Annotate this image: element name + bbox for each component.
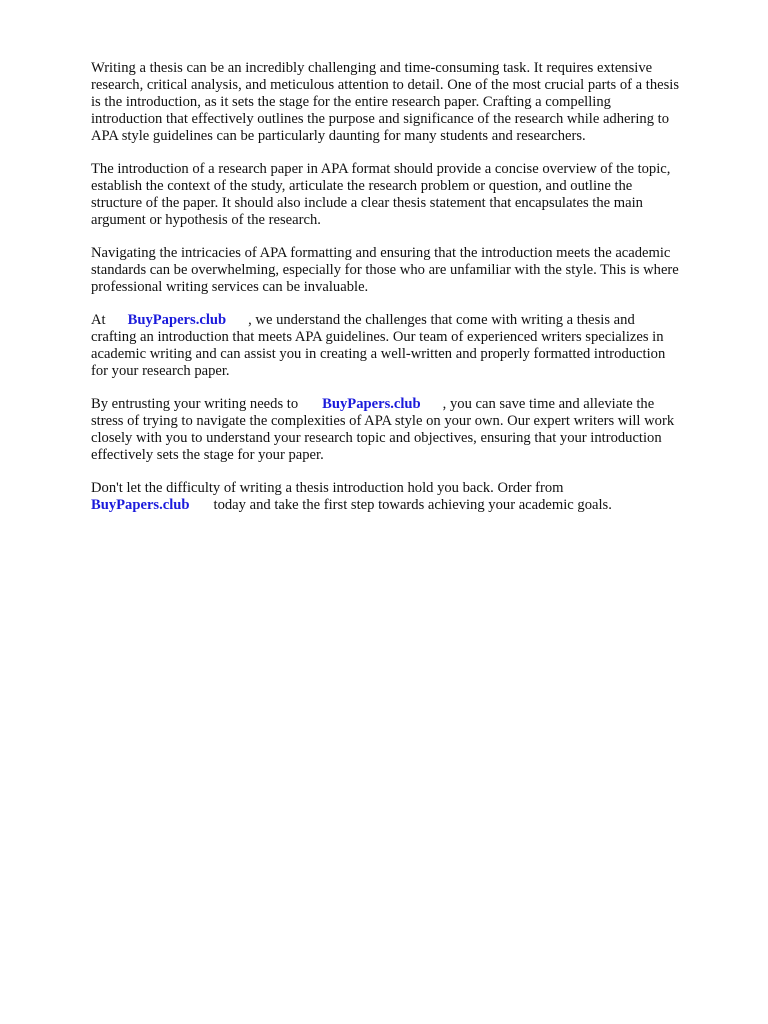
paragraph-1	[91, 60, 721, 145]
buypapers-link[interactable]: BuyPapers.club	[322, 396, 421, 412]
text-line: is the introduction, as it sets the stage for the entire research paper. Crafting a compelling	[91, 94, 611, 110]
buypapers-link[interactable]: BuyPapers.club	[91, 497, 190, 513]
text-line: establish the context of the study, articulate the research problem or question, and outline the	[91, 178, 633, 194]
text-line-with-link	[91, 396, 721, 413]
text-line: The introduction of a research paper in APA format should provide a concise overview of the topic,	[91, 161, 671, 177]
text-fragment: , we understand the challenges that come with writing a thesis and	[248, 312, 635, 328]
text-line: academic writing and can assist you in creating a well-written and properly formatted introduction	[91, 346, 666, 362]
paragraph-6	[91, 480, 721, 514]
text-line-with-link	[91, 497, 721, 514]
document-body	[91, 60, 721, 530]
text-line: APA style guidelines can be particularly daunting for many students and researchers.	[91, 128, 586, 144]
text-line: stress of trying to navigate the complexities of APA style on your own. Our expert writers will work	[91, 413, 675, 429]
text-line: argument or hypothesis of the research.	[91, 212, 321, 228]
text-line: for your research paper.	[91, 363, 230, 379]
text-line-with-link	[91, 312, 721, 329]
text-fragment: , you can save time and alleviate the	[442, 396, 655, 412]
text-line: Writing a thesis can be an incredibly challenging and time-consuming task. It requires extensive	[91, 60, 653, 76]
text-line: structure of the paper. It should also include a clear thesis statement that encapsulates the main	[91, 195, 643, 211]
text-line: introduction that effectively outlines the purpose and significance of the research while adhering to	[91, 111, 670, 127]
text-line: professional writing services can be invaluable.	[91, 279, 369, 295]
text-line: Navigating the intricacies of APA formatting and ensuring that the introduction meets the academic	[91, 245, 671, 261]
paragraph-5	[91, 396, 721, 464]
buypapers-link[interactable]: BuyPapers.club	[127, 312, 227, 328]
paragraph-3	[91, 245, 721, 296]
text-line: effectively sets the stage for your paper.	[91, 447, 324, 463]
text-fragment: today and take the first step towards achieving your academic goals.	[213, 497, 612, 513]
text-line: research, critical analysis, and meticulous attention to detail. One of the most crucial parts of a thesis	[91, 77, 680, 93]
paragraph-4	[91, 312, 721, 380]
text-line: Don't let the difficulty of writing a thesis introduction hold you back. Order from	[91, 480, 564, 496]
text-fragment: By entrusting your writing needs to	[91, 396, 299, 412]
text-line: closely with you to understand your research topic and objectives, ensuring that your introduction	[91, 430, 662, 446]
text-line: standards can be overwhelming, especially for those who are unfamiliar with the style. This is where	[91, 262, 679, 278]
text-fragment: At	[91, 312, 106, 328]
paragraph-2	[91, 161, 721, 229]
text-line: crafting an introduction that meets APA guidelines. Our team of experienced writers specializes in	[91, 329, 664, 345]
